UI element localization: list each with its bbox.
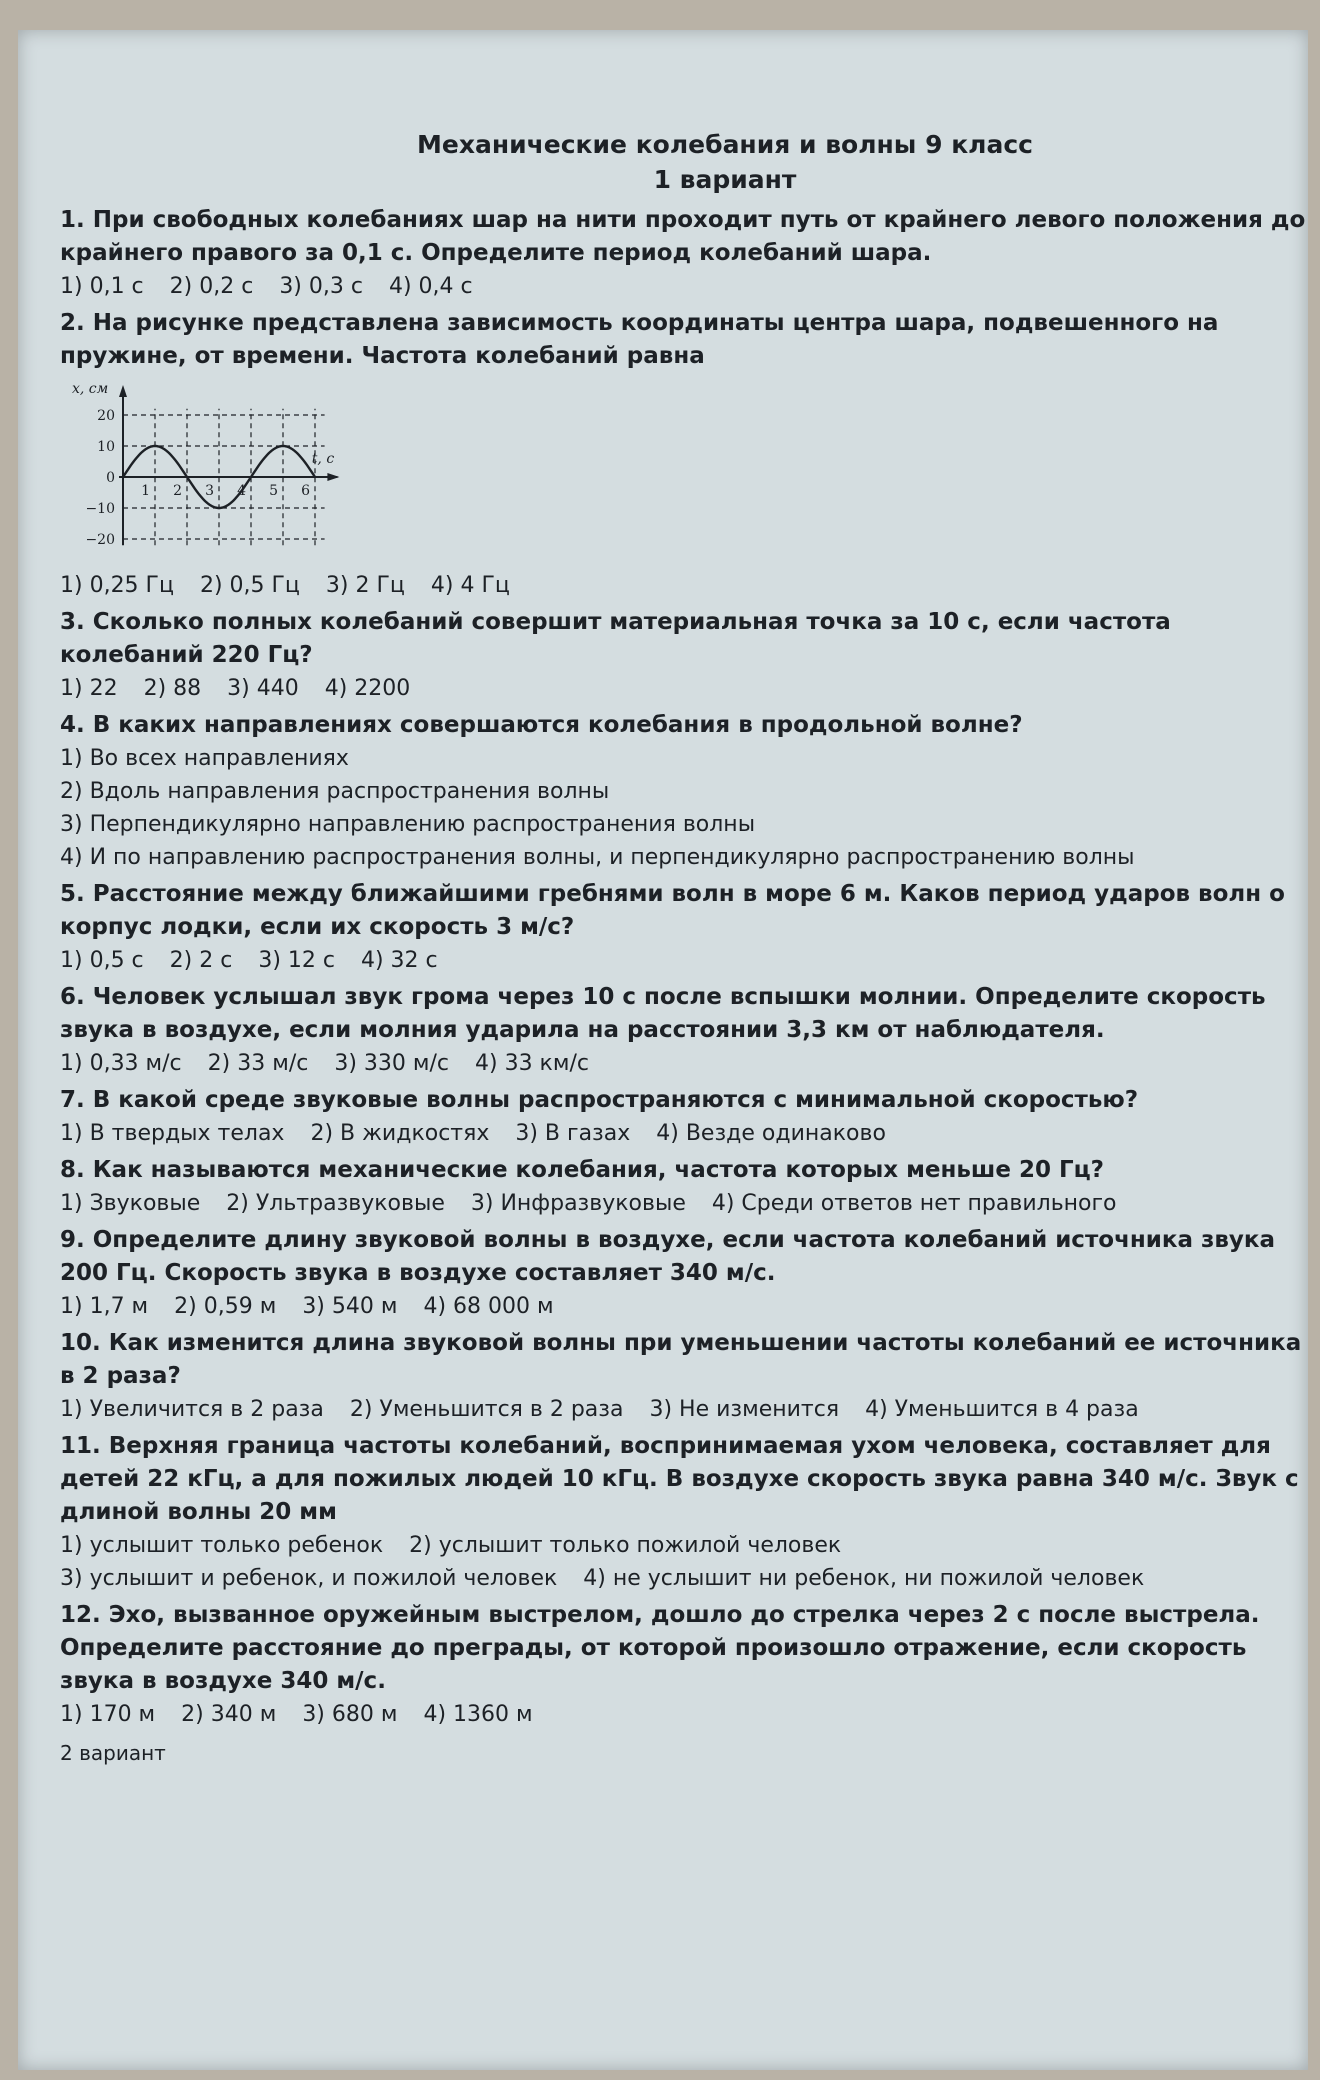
answer-option: 2) 33 м/с	[207, 1051, 309, 1076]
answer-option: 3) В газах	[515, 1121, 631, 1146]
answer-option: 2) 0,59 м	[174, 1294, 277, 1319]
x-tick-label: 3	[205, 483, 214, 499]
answer-option: 2) В жидкостях	[310, 1121, 490, 1146]
answer-option: 2) 2 с	[169, 948, 233, 973]
answer-option: 2) Ультразвуковые	[226, 1191, 445, 1216]
answer-option: 4) 4 Гц	[430, 573, 510, 598]
question-11	[60, 1430, 1310, 1595]
answer-option: 3) услышит и ребенок, и пожилой человек	[60, 1566, 558, 1591]
question-text: 8. Как называются механические колебания, частота которых меньше 20 Гц?	[60, 1157, 1105, 1183]
question-text: 2. На рисунке представлена зависимость координаты центра шара, подвешенного на пружине, от времени. Частота колебаний равна	[60, 310, 1219, 369]
answer-option: 1) услышит только ребенок	[60, 1533, 384, 1558]
answer-options	[60, 742, 1310, 874]
question-4	[60, 709, 1310, 874]
question-text: 7. В какой среде звуковые волны распространяются с минимальной скоростью?	[60, 1087, 1139, 1113]
answer-options	[60, 1393, 1310, 1426]
footer-variant: 2 вариант	[60, 1741, 166, 1765]
answer-option: 1) 0,1 с	[60, 274, 144, 299]
answer-options	[60, 1117, 1310, 1150]
question-text: 9. Определите длину звуковой волны в воздухе, если частота колебаний источника звука 200 Гц. Скорость звука в воздухе составляет 340 м/с.	[60, 1227, 1276, 1286]
answer-option: 1) 22	[60, 676, 118, 701]
answer-option: 4) не услышит ни ребенок, ни пожилой человек	[583, 1566, 1145, 1591]
answer-option: 3) Инфразвуковые	[470, 1191, 686, 1216]
answer-options	[60, 270, 1310, 303]
question-text: 12. Эхо, вызванное оружейным выстрелом, дошло до стрелка через 2 с после выстрела. Определите расстояние до преграды, от которой произошло отражение, если скорость звука в воздухе 340 м/с.	[60, 1602, 1260, 1694]
answer-option: 2) 0,5 Гц	[199, 573, 300, 598]
answer-option: 1) 0,25 Гц	[60, 573, 174, 598]
question-text: 6. Человек услышал звук грома через 10 с после вспышки молнии. Определите скорость звука в воздухе, если молния ударила на расстоянии 3,3 км от наблюдателя.	[60, 984, 1266, 1043]
question-1	[60, 204, 1310, 303]
worksheet	[60, 130, 1310, 1769]
answer-options	[60, 1290, 1310, 1323]
x-tick-label: 6	[301, 483, 310, 499]
answer-option: 3) 2 Гц	[325, 573, 405, 598]
answer-option: 4) Среди ответов нет правильного	[711, 1191, 1117, 1216]
answer-option: 4) 68 000 м	[423, 1294, 554, 1319]
answer-option: 3) 12 с	[258, 948, 335, 973]
answer-option: 1) 1,7 м	[60, 1294, 149, 1319]
answer-options	[60, 672, 1310, 705]
answer-option: 4) 2200	[324, 676, 411, 701]
answer-option: 1) 170 м	[60, 1702, 156, 1727]
answer-option: 4) Везде одинаково	[656, 1121, 886, 1146]
question-text: 5. Расстояние между ближайшими гребнями волн в море 6 м. Каков период ударов волн о корпус лодки, если их скорость 3 м/с?	[60, 881, 1285, 940]
answer-option: 4) 0,4 с	[388, 274, 473, 299]
question-list	[60, 204, 1310, 1731]
variant-label: 1 вариант	[653, 165, 797, 194]
question-8	[60, 1154, 1310, 1220]
question-10	[60, 1327, 1310, 1426]
x-tick-label: 5	[269, 483, 278, 499]
answer-option: 4) 1360 м	[423, 1702, 533, 1727]
answer-options	[60, 1047, 1310, 1080]
question-text: 4. В каких направлениях совершаются колебания в продольной волне?	[60, 712, 1023, 738]
answer-option: 1) Звуковые	[60, 1191, 201, 1216]
question-9	[60, 1224, 1310, 1323]
answer-options	[60, 944, 1310, 977]
answer-option: 1) Во всех направлениях	[60, 746, 349, 771]
answer-option: 2) 0,2 с	[169, 274, 254, 299]
y-tick-label: −10	[85, 501, 115, 517]
question-text: 1. При свободных колебаниях шар на нити проходит путь от крайнего левого положения до крайнего правого за 0,1 с. Определите период колебаний шара.	[60, 207, 1306, 266]
answer-options	[60, 1529, 1310, 1595]
answer-option: 4) 33 км/с	[475, 1051, 589, 1076]
answer-option: 4) И по направлению распространения волны, и перпендикулярно распространению волны	[60, 845, 1135, 870]
y-tick-label: 20	[97, 408, 115, 424]
question-5	[60, 878, 1310, 977]
answer-options	[60, 1698, 1310, 1731]
answer-option: 2) Уменьшится в 2 раза	[349, 1397, 624, 1422]
y-axis-label: x, см	[72, 381, 109, 397]
x-axis-arrow	[327, 473, 339, 481]
answer-option: 4) 32 с	[360, 948, 438, 973]
answer-option: 2) 88	[143, 676, 202, 701]
answer-option: 3) Перпендикулярно направлению распространения волны	[60, 812, 756, 837]
answer-option: 3) 440	[227, 676, 299, 701]
answer-option: 1) 0,5 с	[60, 948, 144, 973]
question-text: 3. Сколько полных колебаний совершит материальная точка за 10 с, если частота колебаний 220 Гц?	[60, 609, 1171, 668]
paper-sheet	[18, 30, 1308, 2070]
answer-option: 2) Вдоль направления распространения волны	[60, 779, 610, 804]
question-12	[60, 1599, 1310, 1731]
answer-option: 2) 340 м	[181, 1702, 277, 1727]
y-tick-label: 0	[106, 470, 115, 486]
answer-options	[60, 569, 1310, 602]
worksheet-title: Механические колебания и волны 9 класс	[417, 130, 1033, 159]
y-tick-label: 10	[97, 439, 115, 455]
answer-option: 3) Не изменится	[649, 1397, 840, 1422]
x-tick-label: 1	[141, 483, 150, 499]
question-text: 11. Верхняя граница частоты колебаний, воспринимаемая ухом человека, составляет для детей 22 кГц, а для пожилых людей 10 кГц. В воздухе скорость звука равна 340 м/с. Звук с длиной волны 20 мм	[60, 1433, 1299, 1525]
y-tick-label: −20	[85, 532, 115, 548]
answer-option: 1) Увеличится в 2 раза	[60, 1397, 324, 1422]
x-tick-label: 4	[237, 483, 246, 499]
question-3	[60, 606, 1310, 705]
answer-option: 1) 0,33 м/с	[60, 1051, 182, 1076]
answer-option: 3) 540 м	[302, 1294, 398, 1319]
question-2	[60, 307, 1310, 602]
question-text: 10. Как изменится длина звуковой волны при уменьшении частоты колебаний ее источника в 2 раза?	[60, 1330, 1302, 1389]
answer-option: 3) 0,3 с	[279, 274, 363, 299]
question-6	[60, 981, 1310, 1080]
answer-option: 1) В твердых телах	[60, 1121, 285, 1146]
answer-option: 3) 680 м	[302, 1702, 398, 1727]
answer-option: 2) услышит только пожилой человек	[409, 1533, 842, 1558]
answer-options	[60, 1187, 1310, 1220]
answer-option: 3) 330 м/с	[334, 1051, 449, 1076]
x-axis-label: t, с	[311, 451, 335, 467]
coordinate-time-graph	[68, 377, 368, 567]
answer-option: 4) Уменьшится в 4 раза	[865, 1397, 1139, 1422]
x-tick-label: 2	[173, 483, 182, 499]
y-axis-arrow	[119, 385, 127, 397]
question-7	[60, 1084, 1310, 1150]
